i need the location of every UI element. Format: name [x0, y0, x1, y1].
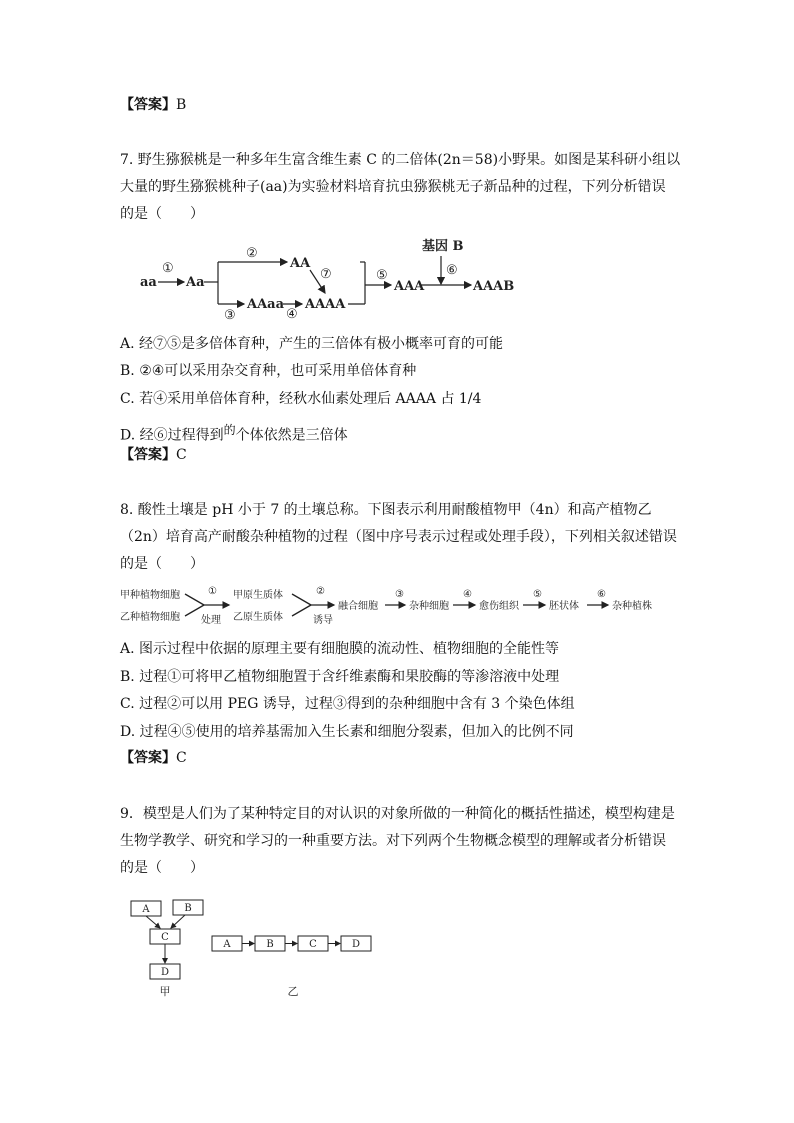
jia-label-c: C [161, 932, 169, 943]
answer-value: C [176, 750, 187, 766]
step-4: ④ [286, 307, 298, 322]
q7-stem-line-1: 7. 野生猕猴桃是一种多年生富含维生素 C 的二倍体(2n＝58)小野果。如图是某科研小组以 [120, 152, 681, 168]
cell-b-label: 乙种植物细胞 [120, 612, 180, 623]
hybrid-plant-label: 杂种植株 [612, 601, 652, 612]
q7-option-c: C. 若④采用单倍体育种，经秋水仙素处理后 AAAA 占 1/4 [120, 391, 482, 407]
step-5: ⑤ [376, 268, 388, 283]
q8-option-c: C. 过程②可以用 PEG 诱导，过程③得到的杂种细胞中含有 3 个染色体组 [120, 696, 575, 712]
callus-label: 愈伤组织 [479, 601, 519, 612]
step-3: ③ [395, 589, 404, 600]
hybrid-cell-label: 杂种细胞 [409, 601, 449, 612]
q8-option-b: B. 过程①可将甲乙植物细胞置于含纤维素酶和果胶酶的等渗溶液中处理 [120, 669, 560, 685]
step-2: ② [316, 586, 325, 597]
q8-fusion-diagram [120, 583, 680, 629]
q7-option-d-text-2: 个体依然是三倍体 [235, 427, 348, 444]
answer-value: B [176, 97, 187, 113]
q7-option-b: B. ②④可以采用杂交育种，也可采用单倍体育种 [120, 363, 417, 379]
embryoid-label: 胚状体 [549, 601, 579, 612]
proto-a-label: 甲原生质体 [233, 590, 283, 601]
jia-label-b: B [184, 903, 192, 914]
yi-label-c: C [309, 939, 317, 950]
step-1-label: 处理 [201, 615, 221, 626]
node-AAAA: AAAA [305, 297, 346, 312]
step-1: ① [208, 586, 217, 597]
q8-stem-line-3: 的是（ ） [120, 556, 204, 572]
answer-label: 【答案】 [120, 97, 176, 113]
q8-stem-line-1: 8. 酸性土壤是 pH 小于 7 的土壤总称。下图表示利用耐酸植物甲（4n）和高产植物乙 [120, 502, 652, 518]
answer-label: 【答案】 [120, 447, 176, 463]
yi-caption: 乙 [287, 985, 299, 998]
yi-label-a: A [223, 939, 231, 950]
answer-q6 [120, 96, 186, 114]
yi-label-b: B [266, 939, 274, 950]
step-6: ⑥ [597, 589, 606, 600]
node-AAA: AAA [394, 279, 425, 294]
jia-label-d: D [160, 967, 170, 978]
jia-caption: 甲 [159, 985, 171, 998]
q7-option-d-superscript: 的 [223, 423, 236, 437]
step-1: ① [162, 261, 174, 276]
answer-value: C [176, 447, 187, 463]
node-aa: aa [140, 275, 157, 290]
step-5: ⑤ [533, 589, 542, 600]
answer-label: 【答案】 [120, 750, 176, 766]
node-AAaa: AAaa [247, 297, 285, 312]
q7-option-d [120, 421, 348, 445]
q8-option-d: D. 过程④⑤使用的培养基需加入生长素和细胞分裂素，但加入的比例不同 [120, 724, 574, 740]
fused-cell-label: 融合细胞 [338, 601, 378, 612]
q9-stem-line-3: 的是（ ） [120, 860, 204, 876]
proto-b-label: 乙原生质体 [233, 612, 283, 623]
q9-model-diagrams [125, 895, 385, 1000]
step-3: ③ [224, 308, 236, 323]
q7-option-a: A. 经⑦⑤是多倍体育种，产生的三倍体有极小概率可育的可能 [120, 336, 504, 352]
node-AA: AA [290, 256, 311, 271]
answer-q8 [120, 749, 187, 767]
q7-option-d-text-1: D. 经⑥过程得到 [120, 427, 224, 444]
node-Aa: Aa [186, 275, 205, 290]
step-6: ⑥ [446, 263, 458, 278]
q7-stem-line-3: 的是（ ） [120, 206, 204, 222]
q8-stem-line-2: （2n）培育高产耐酸杂种植物的过程（图中序号表示过程或处理手段），下列相关叙述错误 [120, 529, 677, 545]
step-4: ④ [463, 589, 472, 600]
yi-label-d: D [351, 939, 361, 950]
q8-option-a: A. 图示过程中依据的原理主要有细胞膜的流动性、植物细胞的全能性等 [120, 641, 560, 657]
step-2-label: 诱导 [313, 615, 333, 626]
q7-stem-line-2: 大量的野生猕猴桃种子(aa)为实验材料培育抗虫猕猴桃无子新品种的过程，下列分析错误 [120, 179, 666, 195]
jia-label-a: A [142, 904, 150, 915]
gene-B-label: 基因 B [422, 239, 464, 254]
step-2: ② [246, 246, 258, 261]
step-7: ⑦ [320, 267, 332, 282]
q7-breeding-diagram [130, 232, 530, 324]
cell-a-label: 甲种植物细胞 [120, 590, 180, 601]
q9-stem-line-1: 9．模型是人们为了某种特定目的对认识的对象所做的一种简化的概括性描述，模型构建是 [120, 806, 675, 822]
answer-q7 [120, 446, 187, 464]
q9-stem-line-2: 生物学教学、研究和学习的一种重要方法。对下列两个生物概念模型的理解或者分析错误 [120, 833, 666, 849]
node-AAAB: AAAB [473, 279, 515, 294]
